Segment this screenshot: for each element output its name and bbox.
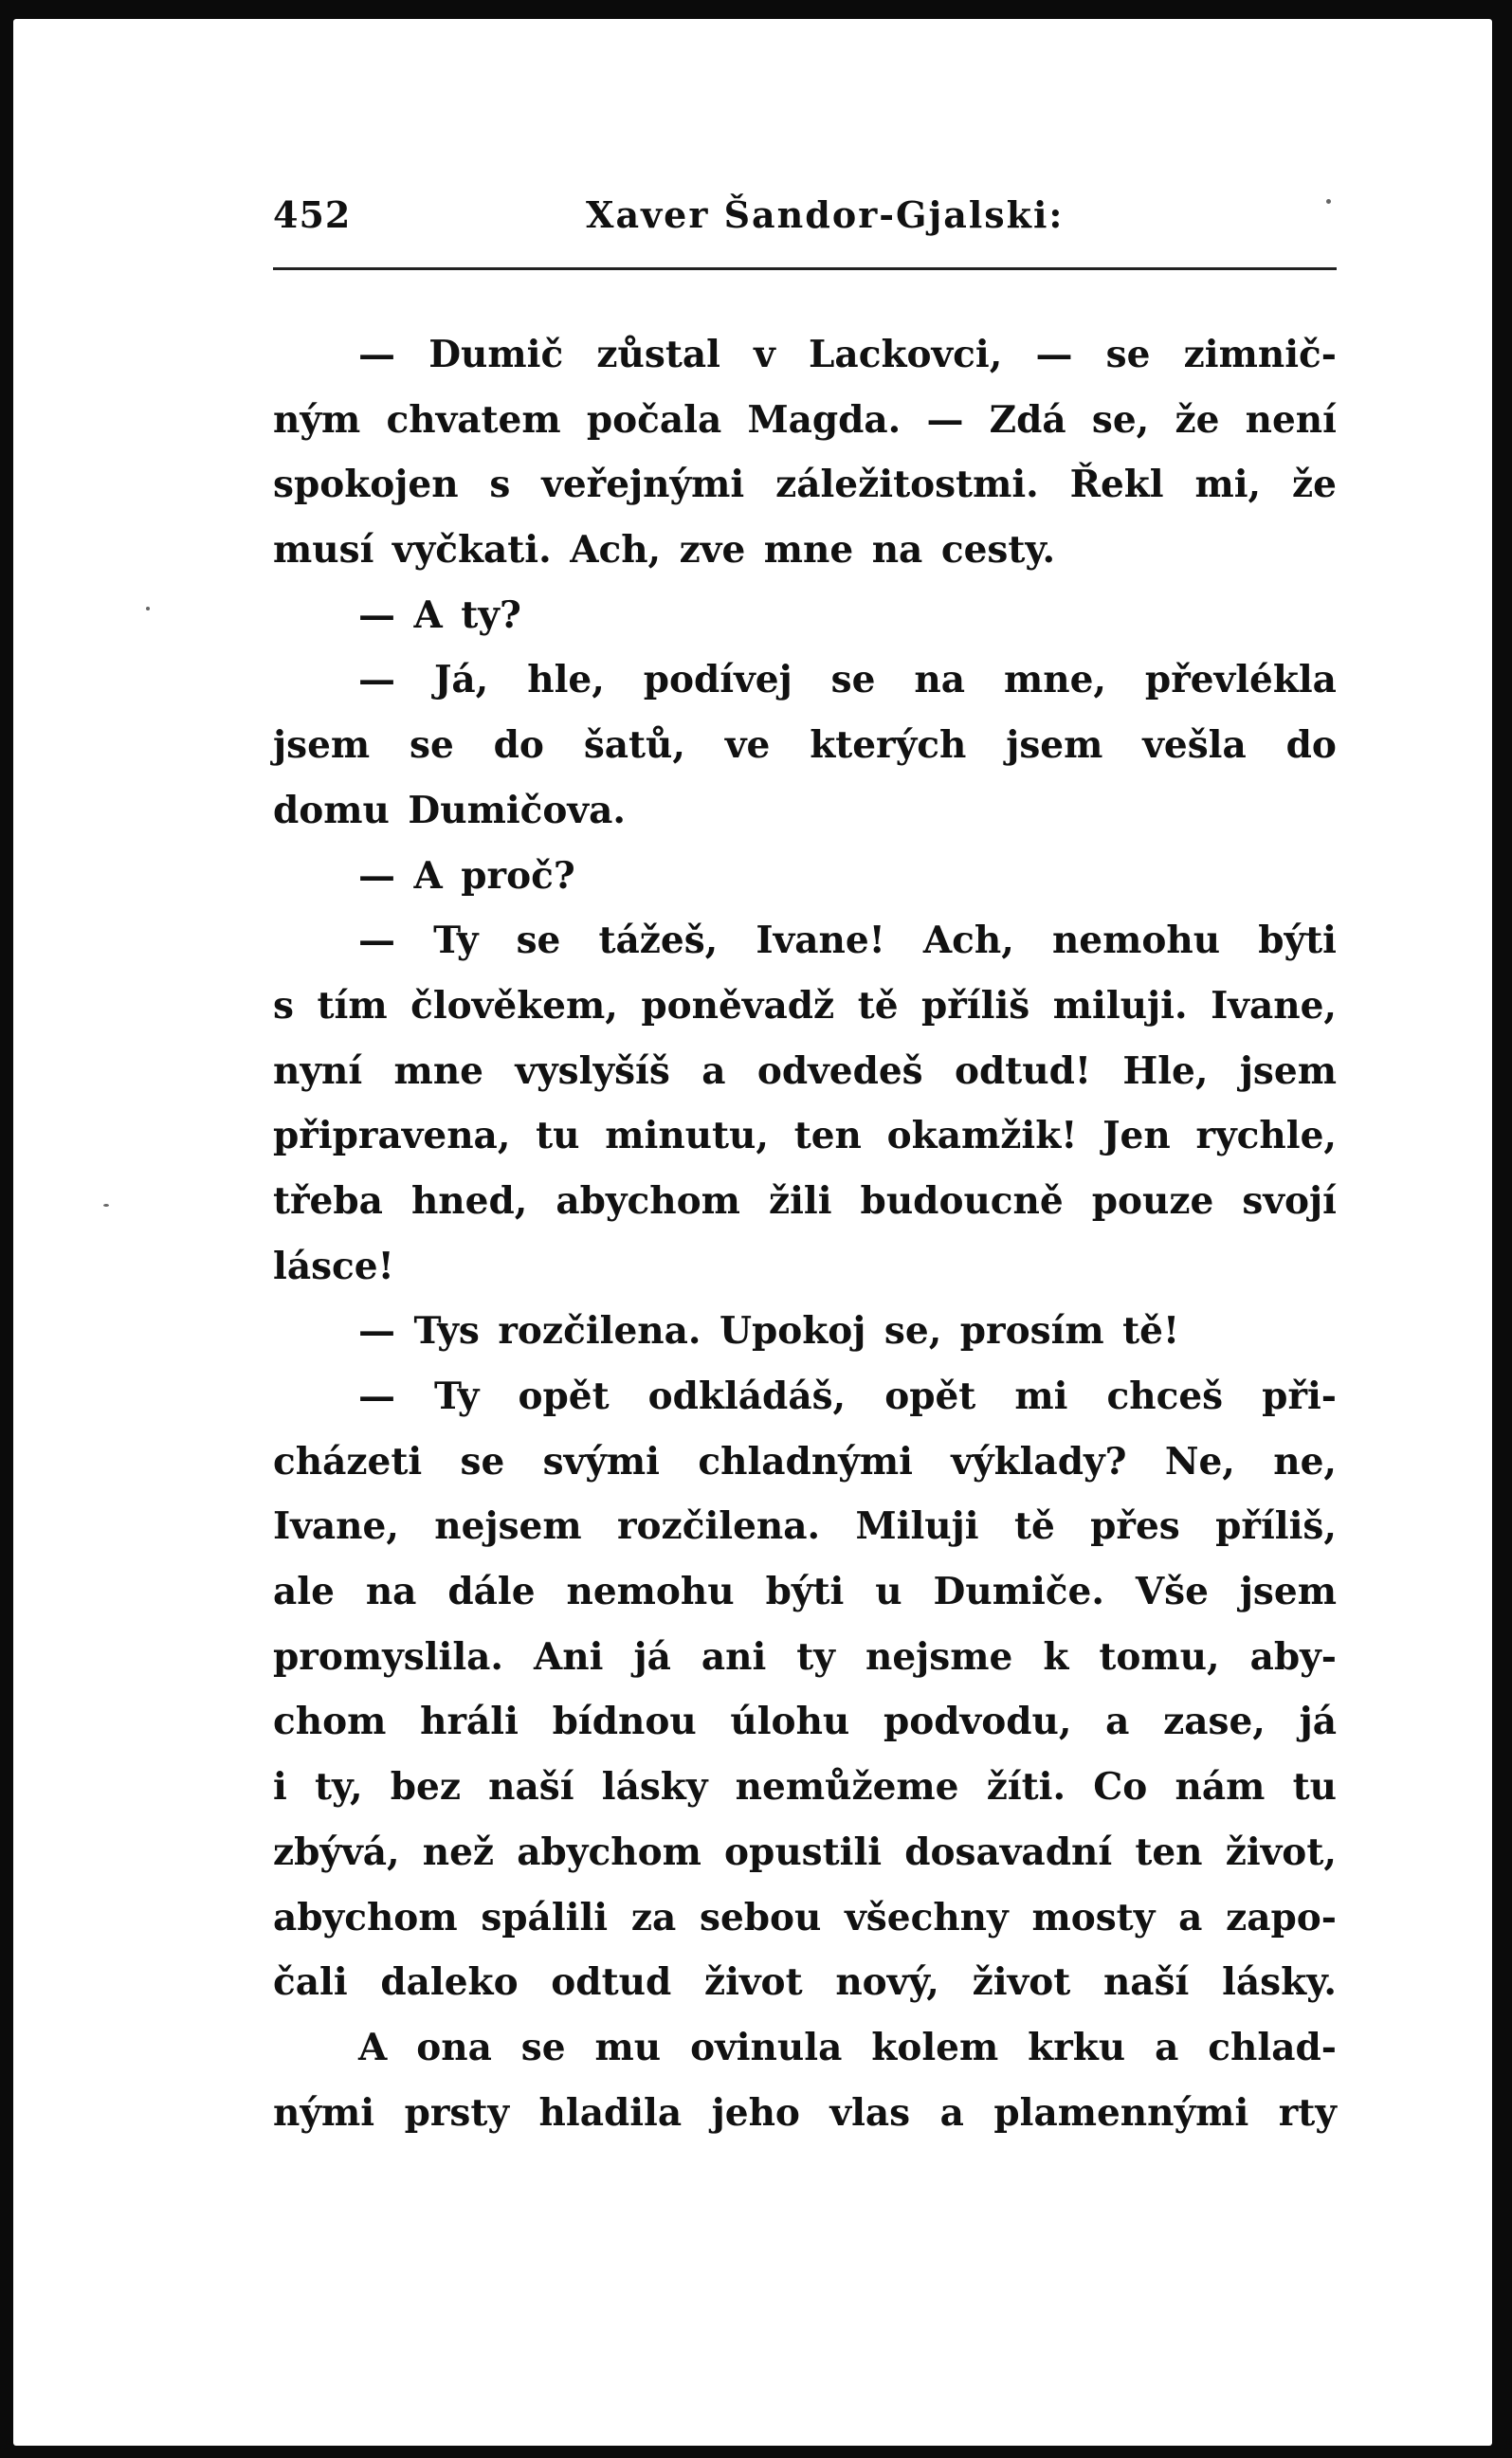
word: žíti. <box>986 1765 1066 1810</box>
word: nám <box>1175 1765 1266 1810</box>
word: Dumiče. <box>933 1570 1104 1614</box>
text-line <box>273 713 1337 778</box>
text-line <box>273 974 1337 1039</box>
word: proč? <box>461 853 575 898</box>
word: s <box>273 983 294 1028</box>
text-line <box>273 583 1337 648</box>
word: — <box>358 592 395 637</box>
word: výklady? <box>951 1439 1127 1484</box>
word: nový, <box>835 1960 939 2005</box>
text-line <box>273 1169 1337 1234</box>
text-line <box>273 1494 1337 1559</box>
word: Ach, <box>570 528 662 573</box>
word: opustili <box>724 1830 883 1874</box>
word: abychom <box>556 1178 740 1223</box>
word: Miluji <box>855 1504 979 1549</box>
word: tím <box>317 983 388 1028</box>
text-line <box>273 844 1337 909</box>
word: tě! <box>1122 1309 1180 1354</box>
word: rty <box>1278 2090 1337 2135</box>
text-line <box>273 518 1337 583</box>
word: a <box>1178 1895 1203 1939</box>
word: mne <box>763 528 854 573</box>
word: na <box>914 658 965 702</box>
word: krku <box>1028 2025 1126 2069</box>
paper-speck <box>103 1204 109 1207</box>
word: cesty. <box>940 528 1056 573</box>
word: hladila <box>538 2090 683 2135</box>
word: jsem <box>1006 723 1103 768</box>
word: život <box>972 1960 1071 2005</box>
word: rozčilena. <box>498 1309 701 1354</box>
word: ty, <box>315 1765 363 1810</box>
word: záležitostmi. <box>775 463 1039 507</box>
word: počala <box>586 397 722 442</box>
word: sebou <box>699 1895 822 1939</box>
word: nými <box>273 2090 375 2135</box>
word: hned, <box>410 1178 528 1223</box>
word: nemohu <box>1051 919 1221 963</box>
word: odvedeš <box>756 1048 923 1093</box>
word: jsem <box>273 723 371 768</box>
word: se, <box>1091 397 1150 442</box>
word: nemohu <box>566 1570 735 1614</box>
word: podvodu, <box>884 1700 1072 1744</box>
word: minutu, <box>605 1114 769 1158</box>
word: a <box>939 2090 964 2135</box>
word: ona <box>416 2025 492 2069</box>
word: Vše <box>1135 1570 1209 1614</box>
word: daleko <box>380 1960 519 2005</box>
text-line <box>273 388 1337 453</box>
word: Ivane, <box>1211 983 1337 1028</box>
word: kterých <box>810 723 967 768</box>
word: u <box>875 1570 902 1614</box>
word: ten <box>1135 1830 1203 1874</box>
word: — <box>358 853 395 898</box>
body-text <box>273 322 1337 2145</box>
word: býti <box>1258 919 1337 963</box>
word: zapo- <box>1226 1895 1337 1939</box>
word: mi <box>1014 1375 1068 1418</box>
word: jsem <box>1239 1570 1337 1614</box>
word: Hle, <box>1122 1048 1209 1093</box>
word: život <box>703 1960 803 2005</box>
word: člověkem, <box>410 983 618 1028</box>
text-line <box>273 1950 1337 2015</box>
word: Lackovci, <box>809 333 1003 376</box>
page-number: 452 <box>273 193 352 236</box>
text-line <box>273 1820 1337 1885</box>
word: se <box>1105 333 1151 376</box>
word: tu <box>1292 1765 1337 1810</box>
word: k <box>1043 1634 1069 1679</box>
word: Ty <box>433 919 479 963</box>
word: zůstal <box>596 333 720 376</box>
word: vešla <box>1142 723 1247 768</box>
word: opět <box>518 1375 610 1418</box>
word: se <box>516 919 561 963</box>
word: ovinula <box>690 2025 843 2069</box>
word: při- <box>1262 1375 1337 1418</box>
word: zimnič- <box>1183 333 1337 376</box>
word: Tys <box>413 1309 480 1354</box>
word: mne <box>393 1048 483 1093</box>
word: abychom <box>273 1895 458 1939</box>
word: nejsem <box>434 1504 582 1549</box>
word: zbývá, <box>273 1830 400 1874</box>
word: a <box>1105 1700 1130 1744</box>
word: A <box>413 853 443 898</box>
word: že <box>1291 463 1337 507</box>
word: ale <box>273 1570 335 1614</box>
word: příliš, <box>1215 1504 1337 1549</box>
word: a <box>1155 2025 1179 2069</box>
text-line <box>273 452 1337 518</box>
word: ty? <box>461 592 521 637</box>
word: plamennými <box>993 2090 1249 2135</box>
word: vlas <box>829 2090 911 2135</box>
word: ani <box>701 1634 767 1679</box>
word: cházeti <box>273 1439 423 1484</box>
word: tu <box>536 1114 580 1158</box>
word: býti <box>765 1570 845 1614</box>
word: příliš <box>921 983 1030 1028</box>
word: i <box>273 1765 287 1810</box>
word: naší <box>488 1765 574 1810</box>
word: se <box>460 1439 505 1484</box>
word: já <box>1299 1700 1337 1744</box>
word: poněvadž <box>641 983 835 1028</box>
word: miluji. <box>1052 983 1188 1028</box>
word: s <box>489 463 511 507</box>
text-line <box>273 1039 1337 1104</box>
word: abychom <box>517 1830 701 1874</box>
word: převlékla <box>1144 658 1337 702</box>
word: opět <box>884 1375 976 1418</box>
word: nejsme <box>865 1634 1013 1679</box>
header-rule <box>273 267 1337 270</box>
word: odtud <box>551 1960 672 2005</box>
text-line <box>273 1689 1337 1755</box>
word: prsty <box>404 2090 510 2135</box>
word: Ty <box>434 1375 480 1418</box>
word: kolem <box>871 2025 999 2069</box>
word: dosavadní <box>904 1830 1113 1874</box>
word: hráli <box>420 1700 519 1744</box>
word: — <box>358 1309 395 1354</box>
word: úlohu <box>730 1700 850 1744</box>
word: se <box>830 658 876 702</box>
word: svojí <box>1242 1178 1337 1223</box>
word: rozčilena. <box>617 1504 821 1549</box>
word: spokojen <box>273 463 459 507</box>
word: mosty <box>1031 1895 1156 1939</box>
word: se, <box>884 1309 942 1354</box>
word: — <box>1035 333 1073 376</box>
word: rychle, <box>1195 1114 1337 1158</box>
word: A <box>358 2025 388 2069</box>
word: mne, <box>1003 658 1106 702</box>
word: do <box>1285 723 1337 768</box>
word: — <box>358 919 395 963</box>
text-line <box>273 1885 1337 1951</box>
word: nemůžeme <box>735 1765 959 1810</box>
word: Ne, <box>1164 1439 1235 1484</box>
word: Ach, <box>922 919 1014 963</box>
text-line <box>273 1625 1337 1690</box>
word: ne, <box>1273 1439 1337 1484</box>
word: Dumič <box>428 333 564 376</box>
word: A <box>413 592 443 637</box>
word: a <box>701 1048 726 1093</box>
text-line <box>273 778 1337 844</box>
text-line <box>273 1299 1337 1364</box>
word: já <box>633 1634 671 1679</box>
word: jsem <box>1239 1048 1337 1093</box>
word: že <box>1175 397 1220 442</box>
page-header <box>273 188 1337 245</box>
word: připravena, <box>273 1114 511 1158</box>
word: Jen <box>1102 1114 1171 1158</box>
word: vyslyšíš <box>515 1048 670 1093</box>
text-line <box>273 908 1337 974</box>
word: na <box>871 528 923 573</box>
text-line <box>273 1429 1337 1495</box>
word: podívej <box>643 658 792 702</box>
running-head: Xaver Šandor-Gjalski: <box>586 193 1065 236</box>
word: Ivane! <box>756 919 885 963</box>
word: tě <box>857 983 899 1028</box>
word: za <box>630 1895 677 1939</box>
word: dále <box>447 1570 536 1614</box>
word: mu <box>594 2025 662 2069</box>
word: lásce! <box>273 1244 394 1288</box>
word: žili <box>768 1178 832 1223</box>
text-line <box>273 647 1337 713</box>
text-line <box>273 1755 1337 1820</box>
word: lásky. <box>1222 1960 1337 2005</box>
word: do <box>493 723 544 768</box>
word: naší <box>1102 1960 1190 2005</box>
text-line <box>273 1103 1337 1169</box>
text-line <box>273 1364 1337 1429</box>
word: chom <box>273 1700 387 1744</box>
word: Já, <box>433 658 489 702</box>
word: zve <box>679 528 746 573</box>
word: mi, <box>1194 463 1262 507</box>
word: není <box>1245 397 1337 442</box>
word: Upokoj <box>719 1309 866 1354</box>
word: veřejnými <box>541 463 745 507</box>
text-line <box>273 322 1337 388</box>
paper-speck <box>146 607 150 610</box>
word: se <box>410 723 454 768</box>
word: chlad- <box>1208 2025 1337 2069</box>
word: — <box>358 658 395 702</box>
word: hle, <box>527 658 605 702</box>
word: jeho <box>711 2090 800 2135</box>
word: — <box>926 397 964 442</box>
word: nyní <box>273 1048 363 1093</box>
word: Dumičova. <box>408 788 626 832</box>
word: bídnou <box>552 1700 697 1744</box>
word: šatů, <box>583 723 685 768</box>
text-line <box>273 2015 1337 2081</box>
word: než <box>422 1830 495 1874</box>
word: v <box>754 333 775 376</box>
word: tomu, <box>1099 1634 1220 1679</box>
word: se <box>520 2025 566 2069</box>
word: domu <box>273 788 390 832</box>
word: Zdá <box>989 397 1066 442</box>
text-line <box>273 1559 1337 1625</box>
word: ty <box>796 1634 835 1679</box>
word: aby- <box>1249 1634 1337 1679</box>
word: — <box>358 1375 395 1418</box>
word: musí <box>273 528 374 573</box>
word: ten <box>793 1114 862 1158</box>
word: třeba <box>273 1178 383 1223</box>
text-line <box>273 2081 1337 2146</box>
word: chvatem <box>386 397 561 442</box>
word: všechny <box>845 1895 1009 1939</box>
word: prosím <box>959 1309 1104 1354</box>
word: ným <box>273 397 361 442</box>
word: pouze <box>1091 1178 1214 1223</box>
word: Řekl <box>1069 463 1164 507</box>
word: život, <box>1225 1830 1337 1874</box>
word: odkládáš, <box>647 1375 847 1418</box>
word: Magda. <box>747 397 902 442</box>
word: — <box>358 333 395 376</box>
word: Ivane, <box>273 1504 399 1549</box>
word: promyslila. <box>273 1634 504 1679</box>
word: bez <box>390 1765 461 1810</box>
word: zase, <box>1163 1700 1266 1744</box>
word: čali <box>273 1960 348 2005</box>
word: chceš <box>1106 1375 1224 1418</box>
word: budoucně <box>860 1178 1064 1223</box>
word: spálili <box>481 1895 609 1939</box>
word: svými <box>542 1439 661 1484</box>
word: odtud! <box>954 1048 1092 1093</box>
word: chladnými <box>698 1439 913 1484</box>
word: ve <box>724 723 771 768</box>
word: tážeš, <box>598 919 719 963</box>
word: Co <box>1093 1765 1148 1810</box>
word: vyčkati. <box>392 528 552 573</box>
word: lásky <box>601 1765 708 1810</box>
word: na <box>365 1570 417 1614</box>
word: Ani <box>534 1634 604 1679</box>
text-line <box>273 1234 1337 1300</box>
word: okamžik! <box>886 1114 1078 1158</box>
word: přes <box>1090 1504 1180 1549</box>
word: tě <box>1013 1504 1055 1549</box>
